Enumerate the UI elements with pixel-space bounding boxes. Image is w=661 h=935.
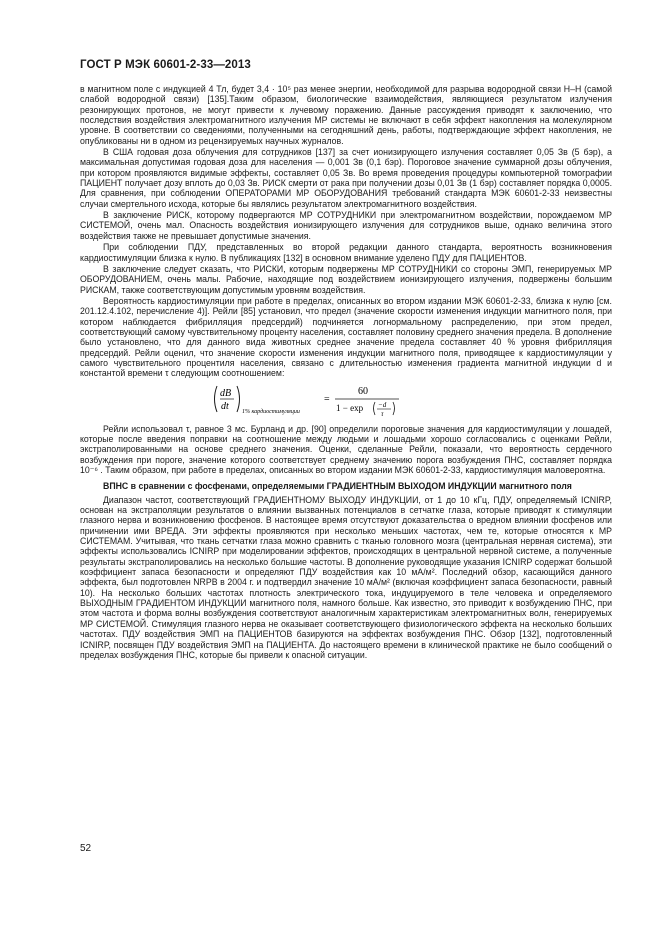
- formula-dB: dB: [220, 387, 232, 399]
- inner-paren-close: [393, 402, 395, 415]
- section-heading: ВПНС в сравнении с фосфенами, определяемыми ГРАДИЕНТНЫМ ВЫХОДОМ ИНДУКЦИИ магнитного поля: [103, 481, 572, 492]
- formula-subscript: 1% кардиостимуляции: [242, 408, 300, 415]
- paragraph-1: в магнитном поле с индукцией 4 Тл, будет 3,4 · 10⁵ раз менее энергии, необходимой для разрыва водородной связи Н–Н (самой слабой водородной связи) [135].Таким образом, биологические взаимодействия, являющиеся результатом излучения резонирующих протонов, не могут привести к лучевому поражению. Данные рассуждения приводят к заключению, что последствия воздействия электромагнитного излучения МР системы не включают в себя эффект накопления на молекулярном уровне. В соответствии со сведениями, полученными на сегодняшний день, работы, подтверждающие эффект накопления, не опубликованы ни в одном из рецензируемых научных журналов.: [80, 84, 612, 146]
- left-paren-close: [237, 386, 240, 412]
- cardiostimulation-formula: [80, 380, 612, 418]
- paragraph-5: В заключение следует сказать, что РИСКИ, которым подвержены МР СОТРУДНИКИ со стороны ЭМП, генерируемых МР ОБОРУДОВАНИЕМ, очень малы. Рабочие, находящие под воздействием ионизирующего излучения, подвержены большим РИСКАМ, также соответствующим допустимым уровням воздействия.: [80, 263, 612, 295]
- paragraph-2: В США годовая доза облучения для сотрудников [137] за счет ионизирующего излучения составляет 0,05 Зв (5 бэр), а максимальная допустимая годовая доза для населения — 0,001 Зв (0,1 бэр). Пороговое значение суммарной дозы облучения, при котором проявляются видимые эффекты, составляет 0,05 Зв. Во время проведения процедуры компьютерной томографии ПАЦИЕНТ получает дозу вплоть до 0,03 Зв. РИСК смерти от рака при получении дозы 0,01 Зв (1 бэр) составляет порядка 0,0005. Для сравнения, при соблюдении ОПЕРАТОРАМИ МР ОБОРУДОВАНИЯ требований стандарта МЭК 60601-2-33 неизвестны случаи смертельного исхода, которые бы являлись результатом электромагнитного воздействия.: [80, 147, 612, 209]
- formula-dt: dt: [221, 400, 229, 412]
- paragraph-7: Рейли использовал τ, равное 3 мс. Бурланд и др. [90] определили пороговые значения для кардиостимуляции у лошадей, которые после введения поправки на соотношение между людьми и лошадьми хорошо согласовались с оценками Рейли, экстраполированными на основе среднего значения. Оценки, сделанные Рейли, показали, что вероятность сердечного возбуждения при пороге, значение которого соответствует среднему значению порога возбуждения ПНС, составляет порядка 10⁻⁶ . Таким образом, при работе в пределах, описанных во втором издании МЭК 60601-2-33, кардиостимуляция маловероятна.: [80, 423, 612, 475]
- left-paren-open: [215, 386, 218, 412]
- page-header-title: ГОСТ Р МЭК 60601-2-33—2013: [80, 59, 251, 71]
- formula-svg: [211, 380, 441, 418]
- paragraph-6: Вероятность кардиостимуляции при работе в пределах, описанных во втором издании МЭК 60601-2-33, близка к нулю [см. 201.12.4.102, перечисление 4)]. Рейли [85] установил, что предел (значение скорости изменения индукции магнитного поля, при котором наблюдается фибрилляция предсердий) подчиняется логнормальному распределению, при этом предел, соответствующий самому чувствительному проценту населения, составляет половину среднего значения предела. В дополнение было установлено, что для данного вида животных среднее значение предела составляет 40 % уровня фибрилляция предсердий. Рейли оценил, что значение скорости изменения индукции магнитного поля, приводящее к кардиостимуляции у самого чувствительного процентиля населения, связано с длительностью изменения градиента магнитной индукции d и константой времени τ следующим соотношением:: [80, 295, 612, 379]
- formula-equals: =: [324, 393, 330, 405]
- paragraph-4: При соблюдении ПДУ, представленных во второй редакции данного стандарта, вероятность возникновения кардиостимуляции близка к нулю. В публикациях [132] в основном внимание уделено ПДУ для ПАЦИЕНТОВ.: [80, 242, 612, 263]
- paragraph-8: Диапазон частот, соответствующий ГРАДИЕНТНОМУ ВЫХОДУ ИНДУКЦИИ, от 1 до 10 кГц, ПДУ, определяемый ICNIRP, основан на экстраполяции результатов о влиянии вызванных потенциалов в сетчатке глаза, которые приводят к стимуляции глазного нерва и возникновению фосфенов. В настоящее время отсутствуют доказательства о вредном влиянии фосфенов или причинении ими ВРЕДА. Эти эффекты проявляются при несколько меньших частотах, чем те, которые относятся к МР СИСТЕМАМ. Учитывая, что ткань сетчатки глаза можно сравнить с тканью головного мозга (центральная нервная система), эти эффекты использовались ICNIRP при моделировании эффектов, происходящих в центральной нервной системе, а полученные результаты экстраполировались на несколько большие частоты. В дополнение руководящие указания ICNIRP содержат большой коэффициент запаса безопасности и определяют ПДУ воздействия как 10 мА/м². Последний обзор, касающийся данного эффекта, был подготовлен NRPB в 2004 г. и подтвердил значение 10 мА/м² (включая коэффициент запаса безопасности, равный 10). На несколько больших частотах плотность электрического тока, индуцируемого в теле человека и определяемого ВЫХОДНЫМ ГРАДИЕНТОМ ИНДУКЦИИ магнитного поля, намного больше. Как известно, это приводит к возбуждению ПНС, при этом частота и форма волны возбуждения соответствуют аналогичным характеристикам электромагнитных волн, генерируемых МР СИСТЕМОЙ. Стимуляция глазного нерва не оказывает соответствующего физиологического эффекта на несколько больших частотах. ПДУ воздействия ЭМП на ПАЦИЕНТОВ базируются на эффектах возбуждения ПНС. Обзор [132], подготовленный ICNIRP, посвящен ПДУ воздействия ЭМП на ПАЦИЕНТА. До настоящего времени в клинической практике не было сообщений о пределах возбуждения ПНС, которые бы привели к опасной ситуации.: [80, 494, 612, 660]
- formula-minus-d: −d: [378, 400, 387, 409]
- formula-tau: τ: [381, 409, 384, 418]
- inner-paren-open: [374, 402, 376, 415]
- page-number: 52: [80, 843, 92, 854]
- formula-60: 60: [358, 385, 368, 397]
- formula-exp: 1 − exp: [336, 402, 364, 413]
- body-text: [80, 84, 612, 661]
- paragraph-3: В заключение РИСК, которому подвергаются МР СОТРУДНИКИ при электромагнитном воздействии, порождаемом МР СИСТЕМОЙ, очень мал. Опасность воздействия ионизирующего излучения для сотрудников выше, однако величина этого воздействия также не превышает допустимые значения.: [80, 210, 612, 241]
